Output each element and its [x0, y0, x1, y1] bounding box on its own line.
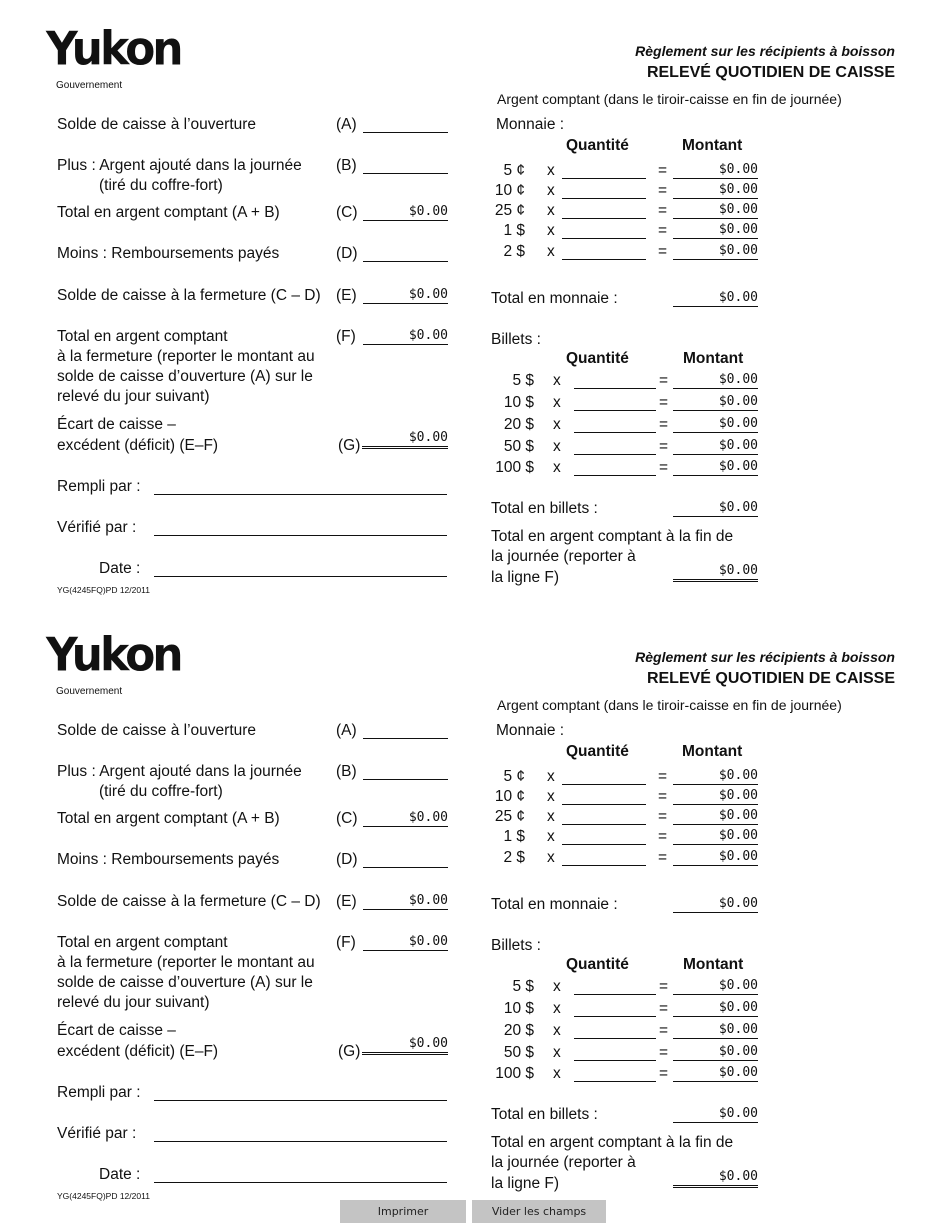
equals-sign: =	[659, 1022, 669, 1039]
bill-amount-field[interactable]: $0.00	[673, 1000, 758, 1017]
equals-sign: =	[659, 372, 669, 389]
form-subtitle: Règlement sur les récipients à boisson	[635, 649, 895, 665]
bill-denomination: 10 $	[503, 1000, 534, 1017]
coins-qty-header: Quantité	[566, 137, 629, 154]
equals-sign: =	[658, 849, 668, 866]
coins-total-field[interactable]: $0.00	[673, 896, 758, 913]
bill-quantity-field[interactable]	[574, 459, 656, 476]
date-field[interactable]	[154, 560, 447, 577]
grand-total-label-1: Total en argent comptant à la fin de	[491, 1134, 734, 1151]
row-f-code: (F)	[336, 934, 356, 951]
row-b-label: Plus : Argent ajouté dans la journée	[57, 157, 302, 174]
cash-heading: Argent comptant (dans le tiroir-caisse en fin de journée)	[497, 91, 842, 107]
date-label: Date :	[99, 560, 141, 577]
times-sign: x	[547, 243, 555, 260]
row-g-label-2: excédent (déficit) (E–F)	[57, 1043, 219, 1060]
coin-amount-field[interactable]: $0.00	[673, 849, 758, 866]
coin-denomination: 5 ¢	[503, 768, 525, 785]
row-f-label: Total en argent comptant	[57, 934, 228, 951]
filled-by-field[interactable]	[154, 478, 447, 495]
row-a-code: (A)	[336, 116, 357, 133]
row-c-label: Total en argent comptant (A + B)	[57, 204, 280, 221]
times-sign: x	[547, 828, 555, 845]
filled-by-label: Rempli par :	[57, 1084, 141, 1101]
logo-subtitle: Gouvernement	[56, 80, 123, 91]
coin-amount-field[interactable]: $0.00	[673, 182, 758, 199]
bill-amount-field[interactable]: $0.00	[673, 1044, 758, 1061]
date-label: Date :	[99, 1166, 141, 1183]
coin-amount-field[interactable]: $0.00	[673, 222, 758, 239]
equals-sign: =	[658, 788, 668, 805]
equals-sign: =	[659, 394, 669, 411]
form-subtitle: Règlement sur les récipients à boisson	[635, 43, 895, 59]
yukon-logo: Yukon	[46, 628, 181, 683]
bills-total-label: Total en billets :	[491, 500, 598, 517]
row-f-field[interactable]: $0.00	[363, 934, 448, 951]
form-title: RELEVÉ QUOTIDIEN DE CAISSE	[646, 670, 895, 687]
filled-by-label: Rempli par :	[57, 478, 141, 495]
bills-total-field[interactable]: $0.00	[673, 1106, 758, 1123]
bill-quantity-field[interactable]	[574, 438, 656, 455]
times-sign: x	[547, 222, 555, 239]
row-g-label: Écart de caisse –	[57, 1022, 176, 1039]
bill-quantity-field[interactable]	[574, 1044, 656, 1061]
coin-amount-field[interactable]: $0.00	[673, 768, 758, 785]
verified-by-label: Vérifié par :	[57, 519, 137, 536]
times-sign: x	[547, 202, 555, 219]
bill-denomination: 100 $	[495, 1065, 534, 1082]
row-g-label-2: excédent (déficit) (E–F)	[57, 437, 219, 454]
row-d-field[interactable]	[363, 851, 448, 868]
times-sign: x	[547, 768, 555, 785]
cash-report-form-1	[0, 0, 950, 600]
row-f-label-3: solde de caisse d’ouverture (A) sur le	[57, 974, 313, 991]
times-sign: x	[553, 1044, 561, 1061]
clear-fields-button[interactable]: Vider les champs	[472, 1200, 606, 1223]
grand-total-label-1: Total en argent comptant à la fin de	[491, 528, 734, 545]
bills-qty-header: Quantité	[566, 350, 629, 367]
bills-total-field[interactable]: $0.00	[673, 500, 758, 517]
equals-sign: =	[659, 1000, 669, 1017]
equals-sign: =	[658, 222, 668, 239]
bills-label: Billets :	[491, 937, 541, 954]
coins-total-label: Total en monnaie :	[491, 290, 618, 307]
row-d-code: (D)	[336, 851, 358, 868]
row-f-field[interactable]: $0.00	[363, 328, 448, 345]
times-sign: x	[553, 459, 561, 476]
coins-qty-header: Quantité	[566, 743, 629, 760]
bill-amount-field[interactable]: $0.00	[673, 438, 758, 455]
row-c-code: (C)	[336, 810, 358, 827]
coin-quantity-field[interactable]	[562, 243, 646, 260]
equals-sign: =	[658, 768, 668, 785]
bill-denomination: 5 $	[512, 372, 534, 389]
equals-sign: =	[659, 1044, 669, 1061]
row-e-label: Solde de caisse à la fermeture (C – D)	[57, 893, 321, 910]
row-g-field[interactable]: $0.00	[362, 430, 448, 449]
row-d-field[interactable]	[363, 245, 448, 262]
row-b-label-2: (tiré du coffre-fort)	[99, 177, 223, 194]
bill-quantity-field[interactable]	[574, 1022, 656, 1039]
row-g-label: Écart de caisse –	[57, 416, 176, 433]
row-a-field[interactable]	[363, 722, 448, 739]
coin-denomination: 1 $	[503, 222, 525, 239]
row-g-code: (G)	[338, 437, 361, 454]
times-sign: x	[553, 438, 561, 455]
row-e-code: (E)	[336, 287, 357, 304]
row-a-code: (A)	[336, 722, 357, 739]
grand-total-label-3: la ligne F)	[491, 1175, 560, 1192]
coin-denomination: 2 $	[503, 243, 525, 260]
grand-total-label-2: la journée (reporter à	[491, 548, 636, 565]
grand-total-field[interactable]: $0.00	[673, 1169, 758, 1188]
grand-total-label-2: la journée (reporter à	[491, 1154, 636, 1171]
equals-sign: =	[659, 438, 669, 455]
form-code: YG(4245FQ)PD 12/2011	[57, 1191, 150, 1201]
verified-by-label: Vérifié par :	[57, 1125, 137, 1142]
coin-quantity-field[interactable]	[562, 182, 646, 199]
bill-amount-field[interactable]: $0.00	[673, 459, 758, 476]
bill-quantity-field[interactable]	[574, 394, 656, 411]
row-b-field[interactable]	[363, 763, 448, 780]
form-code: YG(4245FQ)PD 12/2011	[57, 585, 150, 595]
row-a-label: Solde de caisse à l’ouverture	[57, 116, 257, 133]
coin-amount-field[interactable]: $0.00	[673, 162, 758, 179]
times-sign: x	[553, 394, 561, 411]
coin-denomination: 25 ¢	[494, 808, 525, 825]
row-e-label: Solde de caisse à la fermeture (C – D)	[57, 287, 321, 304]
times-sign: x	[547, 788, 555, 805]
coin-denomination: 25 ¢	[494, 202, 525, 219]
cash-report-form-2	[0, 606, 950, 1206]
cash-heading: Argent comptant (dans le tiroir-caisse en fin de journée)	[497, 697, 842, 713]
equals-sign: =	[658, 808, 668, 825]
row-f-code: (F)	[336, 328, 356, 345]
times-sign: x	[553, 372, 561, 389]
row-f-label-2: à la fermeture (reporter le montant au	[57, 348, 315, 365]
bill-denomination: 50 $	[503, 438, 534, 455]
equals-sign: =	[658, 162, 668, 179]
bill-denomination: 50 $	[503, 1044, 534, 1061]
filled-by-field[interactable]	[154, 1084, 447, 1101]
coins-amount-header: Montant	[682, 137, 743, 154]
bill-amount-field[interactable]: $0.00	[673, 1022, 758, 1039]
coin-denomination: 10 ¢	[494, 788, 525, 805]
times-sign: x	[553, 1000, 561, 1017]
times-sign: x	[547, 182, 555, 199]
bill-amount-field[interactable]: $0.00	[673, 394, 758, 411]
row-c-field[interactable]: $0.00	[363, 204, 448, 221]
coin-quantity-field[interactable]	[562, 788, 646, 805]
coin-quantity-field[interactable]	[562, 162, 646, 179]
bill-amount-field[interactable]: $0.00	[673, 1065, 758, 1082]
coin-denomination: 2 $	[503, 849, 525, 866]
coins-label: Monnaie :	[496, 116, 565, 133]
row-b-label: Plus : Argent ajouté dans la journée	[57, 763, 302, 780]
coin-quantity-field[interactable]	[562, 202, 646, 219]
row-d-label: Moins : Remboursements payés	[57, 245, 280, 262]
row-c-label: Total en argent comptant (A + B)	[57, 810, 280, 827]
equals-sign: =	[659, 459, 669, 476]
times-sign: x	[553, 1022, 561, 1039]
row-f-label: Total en argent comptant	[57, 328, 228, 345]
verified-by-field[interactable]	[154, 1125, 447, 1142]
row-e-field[interactable]: $0.00	[363, 287, 448, 304]
logo-subtitle: Gouvernement	[56, 686, 123, 697]
coin-denomination: 1 $	[503, 828, 525, 845]
row-f-label-4: relevé du jour suivant)	[57, 994, 210, 1011]
row-d-code: (D)	[336, 245, 358, 262]
coins-total-field[interactable]: $0.00	[673, 290, 758, 307]
bill-denomination: 5 $	[512, 978, 534, 995]
bills-label: Billets :	[491, 331, 541, 348]
equals-sign: =	[659, 978, 669, 995]
row-b-label-2: (tiré du coffre-fort)	[99, 783, 223, 800]
equals-sign: =	[659, 416, 669, 433]
bill-amount-field[interactable]: $0.00	[673, 416, 758, 433]
row-f-label-3: solde de caisse d’ouverture (A) sur le	[57, 368, 313, 385]
bill-quantity-field[interactable]	[574, 1065, 656, 1082]
verified-by-field[interactable]	[154, 519, 447, 536]
bills-amount-header: Montant	[683, 956, 744, 973]
row-c-code: (C)	[336, 204, 358, 221]
bill-quantity-field[interactable]	[574, 416, 656, 433]
coin-amount-field[interactable]: $0.00	[673, 202, 758, 219]
coin-denomination: 10 ¢	[494, 182, 525, 199]
times-sign: x	[553, 978, 561, 995]
equals-sign: =	[659, 1065, 669, 1082]
bill-denomination: 100 $	[495, 459, 534, 476]
row-f-label-4: relevé du jour suivant)	[57, 388, 210, 405]
bill-quantity-field[interactable]	[574, 978, 656, 995]
coin-amount-field[interactable]: $0.00	[673, 828, 758, 845]
row-a-label: Solde de caisse à l’ouverture	[57, 722, 257, 739]
bill-denomination: 10 $	[503, 394, 534, 411]
row-g-field[interactable]: $0.00	[362, 1036, 448, 1055]
coin-quantity-field[interactable]	[562, 849, 646, 866]
coins-label: Monnaie :	[496, 722, 565, 739]
grand-total-label-3: la ligne F)	[491, 569, 560, 586]
bill-quantity-field[interactable]	[574, 1000, 656, 1017]
bills-amount-header: Montant	[683, 350, 744, 367]
times-sign: x	[547, 162, 555, 179]
times-sign: x	[553, 1065, 561, 1082]
coins-total-label: Total en monnaie :	[491, 896, 618, 913]
times-sign: x	[547, 808, 555, 825]
print-button[interactable]: Imprimer	[340, 1200, 466, 1223]
bill-quantity-field[interactable]	[574, 372, 656, 389]
row-a-field[interactable]	[363, 116, 448, 133]
row-g-code: (G)	[338, 1043, 361, 1060]
row-f-label-2: à la fermeture (reporter le montant au	[57, 954, 315, 971]
equals-sign: =	[658, 828, 668, 845]
coin-amount-field[interactable]: $0.00	[673, 808, 758, 825]
coin-amount-field[interactable]: $0.00	[673, 243, 758, 260]
form-title: RELEVÉ QUOTIDIEN DE CAISSE	[646, 64, 895, 81]
date-field[interactable]	[154, 1166, 447, 1183]
bill-denomination: 20 $	[503, 416, 534, 433]
coin-quantity-field[interactable]	[562, 828, 646, 845]
row-b-code: (B)	[336, 763, 357, 780]
row-d-label: Moins : Remboursements payés	[57, 851, 280, 868]
coin-quantity-field[interactable]	[562, 222, 646, 239]
equals-sign: =	[658, 182, 668, 199]
times-sign: x	[547, 849, 555, 866]
row-e-code: (E)	[336, 893, 357, 910]
coins-amount-header: Montant	[682, 743, 743, 760]
bill-amount-field[interactable]: $0.00	[673, 978, 758, 995]
coin-denomination: 5 ¢	[503, 162, 525, 179]
row-e-field[interactable]: $0.00	[363, 893, 448, 910]
bill-amount-field[interactable]: $0.00	[673, 372, 758, 389]
coin-amount-field[interactable]: $0.00	[673, 788, 758, 805]
yukon-logo: Yukon	[46, 22, 181, 77]
grand-total-field[interactable]: $0.00	[673, 563, 758, 582]
coin-quantity-field[interactable]	[562, 808, 646, 825]
bills-total-label: Total en billets :	[491, 1106, 598, 1123]
equals-sign: =	[658, 202, 668, 219]
coin-quantity-field[interactable]	[562, 768, 646, 785]
row-b-code: (B)	[336, 157, 357, 174]
times-sign: x	[553, 416, 561, 433]
bills-qty-header: Quantité	[566, 956, 629, 973]
equals-sign: =	[658, 243, 668, 260]
bill-denomination: 20 $	[503, 1022, 534, 1039]
row-b-field[interactable]	[363, 157, 448, 174]
row-c-field[interactable]: $0.00	[363, 810, 448, 827]
